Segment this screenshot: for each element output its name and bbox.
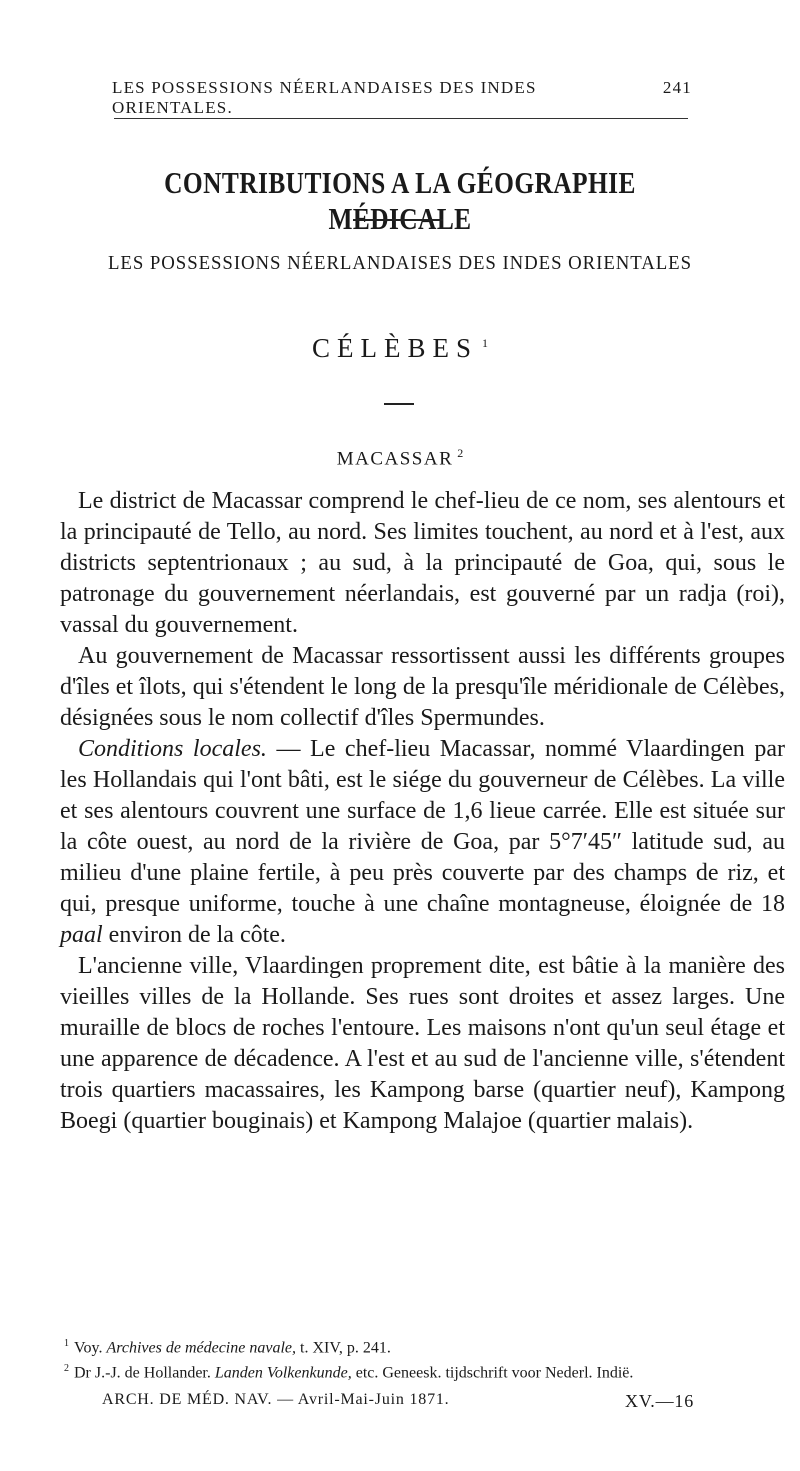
running-head-title: LES POSSESSIONS NÉERLANDAISES DES INDES ORIENTALES. (112, 78, 537, 117)
signature-mark: XV.—16 (625, 1391, 694, 1411)
paragraph-4: L'ancienne ville, Vlaardingen proprement dite, est bâtie à la manière des vieilles villes de la Hollande. Ses rues sont droites et assez larges. Une muraille de blocs de roches l'entoure. Les maisons n'ont qu'un seul étage et une apparence de décadence. A l'est et au sud de l'ancienne ville, s'étendent trois quartiers macassaires, les Kampong barse (quartier neuf), Kampong Boegi (quartier bouginais) et Kampong Malajoe (quartier malais). (60, 953, 785, 1134)
paragraph-2: Au gouvernement de Macassar ressortissent aussi les différents groupes d'îles et îlots, qui s'étendent le long de la presqu'île méridionale de Célèbes, désignées sous le nom collectif d'îles Spermundes. (60, 643, 785, 731)
section-heading-text: CÉLÈBES (311, 333, 478, 363)
article-title: CONTRIBUTIONS A LA GÉOGRAPHIE MÉDICALE (164, 165, 636, 236)
footnotes (50, 1333, 785, 1384)
footnote-1-text-a: Voy. (74, 1339, 107, 1357)
footnote-2-text-a: Dr J.-J. de Hollander. (74, 1364, 215, 1382)
paragraph-3-italic: paal (60, 922, 103, 948)
subsection-heading (250, 446, 550, 470)
footnote-ref-2: 2 (457, 446, 464, 460)
footnote-1-mark: 1 (64, 1338, 69, 1349)
footnote-ref-1: 1 (482, 336, 488, 350)
section-heading (250, 333, 550, 364)
footnote-2 (50, 1358, 785, 1383)
body-text (60, 486, 785, 1137)
section-rule (384, 403, 414, 405)
paragraph-3-text-b: environ de la côte. (102, 922, 286, 948)
paragraph-3-text-a: — Le chef-lieu Macassar, nommé Vlaardingen par les Hollandais qui l'ont bâti, est le siége du gouverneur de Célèbes. La ville et ses alentours couvrent une surface de 1,6 lieue carrée. Elle est située sur la côte ouest, au nord de la rivière de Goa, par 5°7′45″ latitude sud, au milieu d'une plaine fertile, à peu près couverte par des champs de riz, et qui, presque uniforme, touche à une chaîne montagneuse, éloignée de 18 (60, 736, 785, 917)
article-subtitle: LES POSSESSIONS NÉERLANDAISES DES INDES ORIENTALES (108, 252, 692, 274)
page-number: 241 (662, 78, 692, 97)
subsection-heading-text: MACASSAR (336, 448, 454, 470)
footnote-1 (50, 1333, 785, 1358)
paragraph-3 (60, 734, 785, 951)
footnote-2-italic: Landen Volkenkunde, (214, 1364, 352, 1382)
footnote-1-italic: Archives de médecine navale, (106, 1339, 296, 1357)
title-rule (353, 219, 443, 221)
footnote-2-mark: 2 (64, 1363, 69, 1375)
page-footer (102, 1391, 694, 1412)
header-rule (114, 118, 688, 119)
footnote-2-text-b: etc. Geneesk. tijdschrift voor Nederl. Indië. (351, 1364, 634, 1382)
paragraph-1: Le district de Macassar comprend le chef-lieu de ce nom, ses alentours et la principauté de Tello, au nord. Ses limites touchent, au nord et à l'est, aux districts septentrionaux ; au sud, à la principauté de Goa, qui, sous le patronage du gouvernement néerlandais, est gouverné par un radja (roi), vassal du gouvernement. (60, 488, 785, 638)
footer-citation: ARCH. DE MÉD. NAV. — Avril-Mai-Juin 1871. (102, 1391, 450, 1408)
footnote-1-text-b: t. XIV, p. 241. (296, 1339, 391, 1357)
running-head (112, 78, 692, 118)
paragraph-3-heading: Conditions locales. (78, 736, 267, 762)
